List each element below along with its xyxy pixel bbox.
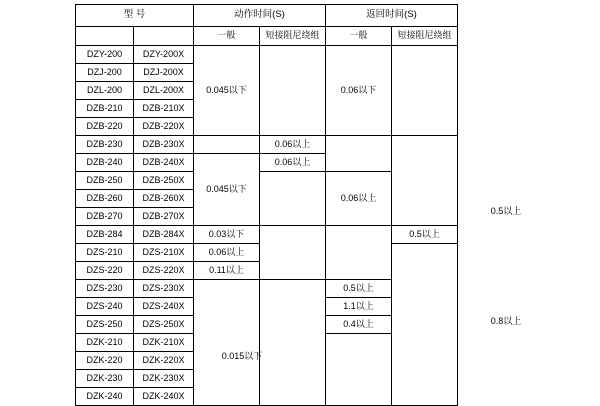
cell-model-b: DZB-250X	[134, 172, 194, 190]
cell-model-a: DZB-230	[76, 136, 134, 154]
cell-model-a: DZB-284	[76, 226, 134, 244]
table-row	[76, 226, 458, 244]
header-row-sub	[76, 27, 458, 46]
table-row	[76, 136, 458, 154]
cell-operate-general: 0.11以上	[194, 262, 260, 280]
overlay-operate-015: 0.015以下	[221, 351, 263, 361]
cell-operate-general	[194, 280, 260, 406]
header-operate-time: 动作时间(S)	[194, 5, 326, 27]
cell-operate-shunt	[260, 172, 326, 226]
cell-model-a: DZB-270	[76, 208, 134, 226]
cell-model-a: DZB-250	[76, 172, 134, 190]
header-model-a	[76, 27, 134, 46]
cell-operate-general: 0.06以上	[194, 244, 260, 262]
overlay-return-05: 0.5以上	[490, 206, 522, 216]
header-row-top	[76, 5, 458, 27]
table-head	[76, 5, 458, 46]
cell-model-b: DZB-270X	[134, 208, 194, 226]
cell-model-b: DZK-220X	[134, 352, 194, 370]
cell-model-b: DZJ-200X	[134, 64, 194, 82]
cell-model-b: DZL-200X	[134, 82, 194, 100]
cell-model-b: DZS-230X	[134, 280, 194, 298]
cell-return-general	[326, 226, 392, 280]
cell-model-b: DZB-220X	[134, 118, 194, 136]
cell-model-a: DZK-240	[76, 388, 134, 406]
cell-operate-general: 0.045以下	[194, 154, 260, 226]
cell-model-b: DZB-240X	[134, 154, 194, 172]
cell-model-a: DZB-210	[76, 100, 134, 118]
cell-operate-shunt	[260, 226, 326, 280]
cell-model-a: DZK-210	[76, 334, 134, 352]
cell-return-general: 0.4以上	[326, 316, 392, 334]
cell-return-general	[326, 334, 392, 406]
header-return-general: 一般	[326, 27, 392, 46]
cell-model-b: DZS-220X	[134, 262, 194, 280]
cell-model-a: DZS-220	[76, 262, 134, 280]
header-return-shunt: 短接阻尼绕组	[392, 27, 458, 46]
cell-model-b: DZB-230X	[134, 136, 194, 154]
overlay-return-08: 0.8以上	[490, 316, 522, 326]
table-row	[76, 46, 458, 64]
cell-return-general: 0.5以上	[326, 280, 392, 298]
cell-return-general: 0.06以下	[326, 46, 392, 136]
cell-model-b: DZK-240X	[134, 388, 194, 406]
cell-return-shunt: 0.5以上	[392, 226, 458, 244]
cell-model-a: DZS-210	[76, 244, 134, 262]
cell-model-b: DZK-230X	[134, 370, 194, 388]
header-model-group: 型 号	[76, 5, 194, 27]
cell-return-shunt	[392, 136, 458, 226]
cell-operate-shunt: 0.06以上	[260, 136, 326, 154]
cell-operate-shunt: 0.06以上	[260, 154, 326, 172]
cell-operate-shunt	[260, 280, 326, 406]
cell-model-b: DZS-210X	[134, 244, 194, 262]
cell-return-general	[326, 136, 392, 172]
header-operate-shunt: 短接阻尼绕组	[260, 27, 326, 46]
cell-model-a: DZK-220	[76, 352, 134, 370]
cell-model-b: DZS-240X	[134, 298, 194, 316]
cell-model-b: DZB-260X	[134, 190, 194, 208]
cell-model-a: DZB-220	[76, 118, 134, 136]
cell-return-shunt-lower	[392, 244, 458, 406]
cell-operate-general: 0.03以下	[194, 226, 260, 244]
relay-timing-table	[75, 4, 458, 406]
header-operate-general: 一般	[194, 27, 260, 46]
cell-return-general: 1.1以上	[326, 298, 392, 316]
cell-model-b: DZS-250X	[134, 316, 194, 334]
cell-model-b: DZY-200X	[134, 46, 194, 64]
cell-model-a: DZB-260	[76, 190, 134, 208]
cell-operate-general	[194, 136, 260, 154]
cell-model-b: DZB-284X	[134, 226, 194, 244]
cell-model-a: DZL-200	[76, 82, 134, 100]
cell-operate-general: 0.045以下	[194, 46, 260, 136]
header-model-b	[134, 27, 194, 46]
header-return-time: 返回时间(S)	[326, 5, 458, 27]
cell-model-a: DZY-200	[76, 46, 134, 64]
cell-model-b: DZB-210X	[134, 100, 194, 118]
cell-model-a: DZB-240	[76, 154, 134, 172]
cell-return-shunt	[392, 46, 458, 136]
cell-operate-shunt	[260, 46, 326, 136]
cell-model-a: DZS-250	[76, 316, 134, 334]
cell-model-b: DZK-210X	[134, 334, 194, 352]
cell-model-a: DZJ-200	[76, 64, 134, 82]
cell-model-a: DZS-240	[76, 298, 134, 316]
cell-model-a: DZK-230	[76, 370, 134, 388]
cell-model-a: DZS-230	[76, 280, 134, 298]
cell-return-general: 0.06以上	[326, 172, 392, 226]
